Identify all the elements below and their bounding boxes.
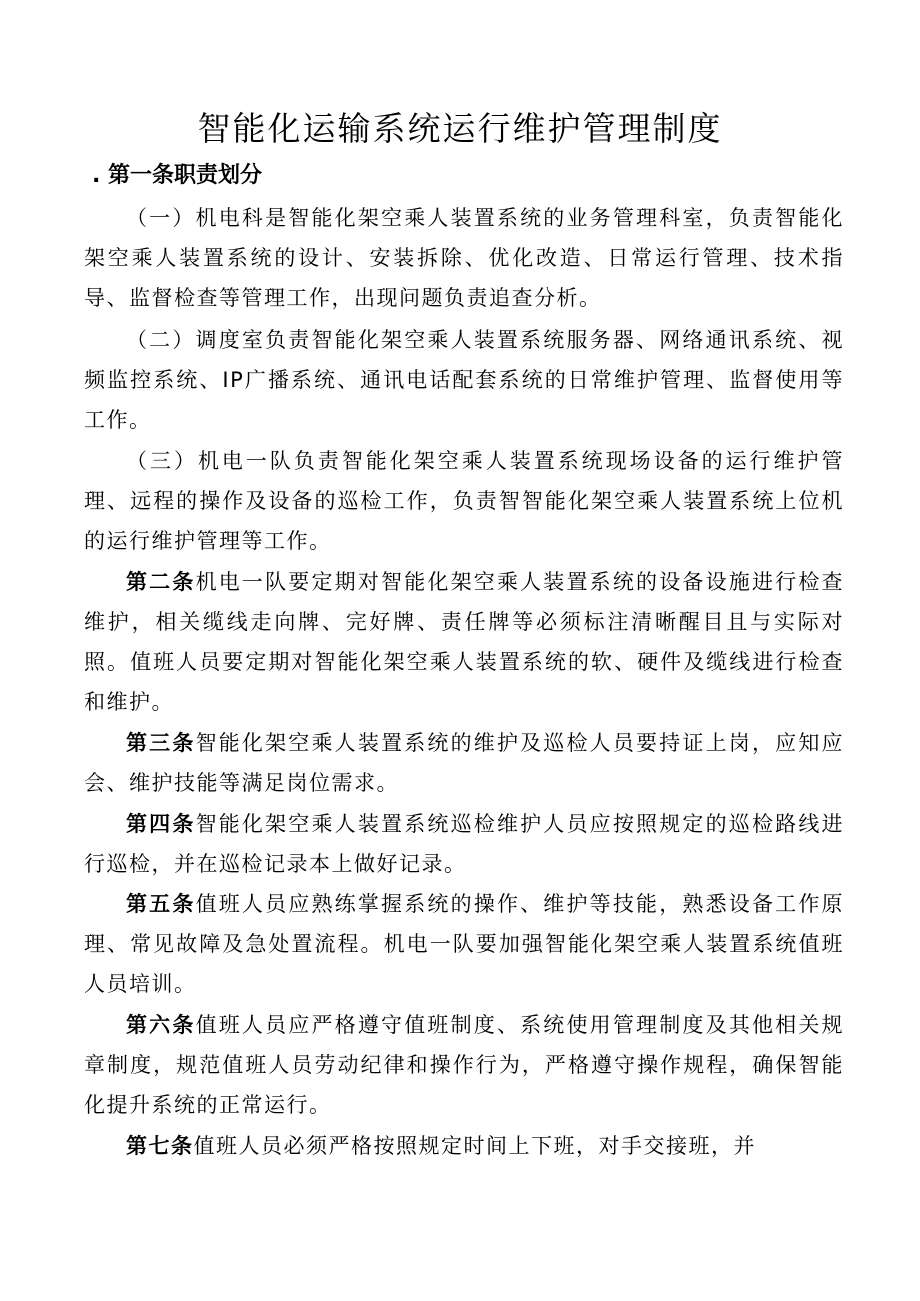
paragraph-text: （一）机电科是智能化架空乘人装置系统的业务管理科室，负责智能化架空乘人装置系统的设计、安装拆除、优化改造、日常运行管理、技术指导、监督检查等管理工作，出现问题负责追查分析。 bbox=[84, 206, 844, 310]
paragraph bbox=[84, 441, 844, 561]
article-paragraph bbox=[84, 804, 844, 884]
article-paragraph bbox=[84, 723, 844, 803]
paragraph-text: （二）调度室负责智能化架空乘人装置系统服务器、网络通讯系统、视频监控系统、IP广播系统、通讯电话配套系统的日常维护管理、监督使用等工作。 bbox=[84, 328, 844, 432]
document-title: 智能化运输系统运行维护管理制度 bbox=[197, 109, 723, 148]
article-paragraph bbox=[84, 562, 844, 722]
paragraph-text: 智能化架空乘人装置系统巡检维护人员应按照规定的巡检路线进行巡检，并在巡检记录本上做好记录。 bbox=[84, 812, 845, 876]
article-number: 第五条 bbox=[126, 892, 196, 916]
paragraph-text: （三）机电一队负责智能化架空乘人装置系统现场设备的运行维护管理、远程的操作及设备的巡检工作，负责智智能化架空乘人装置系统上位机的运行维护管理等工作。 bbox=[84, 449, 844, 553]
paragraph-text: 智能化架空乘人装置系统的维护及巡检人员要持证上岗，应知应会、维护技能等满足岗位需求。 bbox=[84, 731, 845, 795]
paragraph-text: 值班人员必须严格按照规定时间上下班，对手交接班，并 bbox=[193, 1134, 756, 1158]
article-paragraph bbox=[84, 884, 844, 1004]
article-number: 第三条 bbox=[126, 731, 196, 755]
paragraph-text: 机电一队要定期对智能化架空乘人装置系统的设备设施进行检查维护，相关缆线走向牌、完好牌、责任牌等必须标注清晰醒目且与实际对照。值班人员要定期对智能化架空乘人装置系统的软、硬件及缆线进行检查和维护。 bbox=[84, 570, 845, 714]
paragraph bbox=[84, 198, 844, 318]
paragraph-text: 值班人员应熟练掌握系统的操作、维护等技能，熟悉设备工作原理、常见故障及急处置流程。机电一队要加强智能化架空乘人装置系统值班人员培训。 bbox=[84, 892, 845, 996]
article-paragraph bbox=[84, 1126, 844, 1166]
article-number: 第二条 bbox=[126, 570, 196, 594]
article-number: 第六条 bbox=[126, 1013, 196, 1037]
paragraph bbox=[84, 320, 844, 440]
article-number: 第七条 bbox=[126, 1134, 194, 1158]
article-number: 第四条 bbox=[126, 812, 196, 836]
article-paragraph bbox=[84, 1005, 844, 1125]
section-heading: . 第一条职责划分 bbox=[92, 163, 263, 188]
paragraph-text: 值班人员应严格遵守值班制度、系统使用管理制度及其他相关规章制度，规范值班人员劳动纪律和操作行为，严格遵守操作规程，确保智能化提升系统的正常运行。 bbox=[84, 1013, 845, 1117]
